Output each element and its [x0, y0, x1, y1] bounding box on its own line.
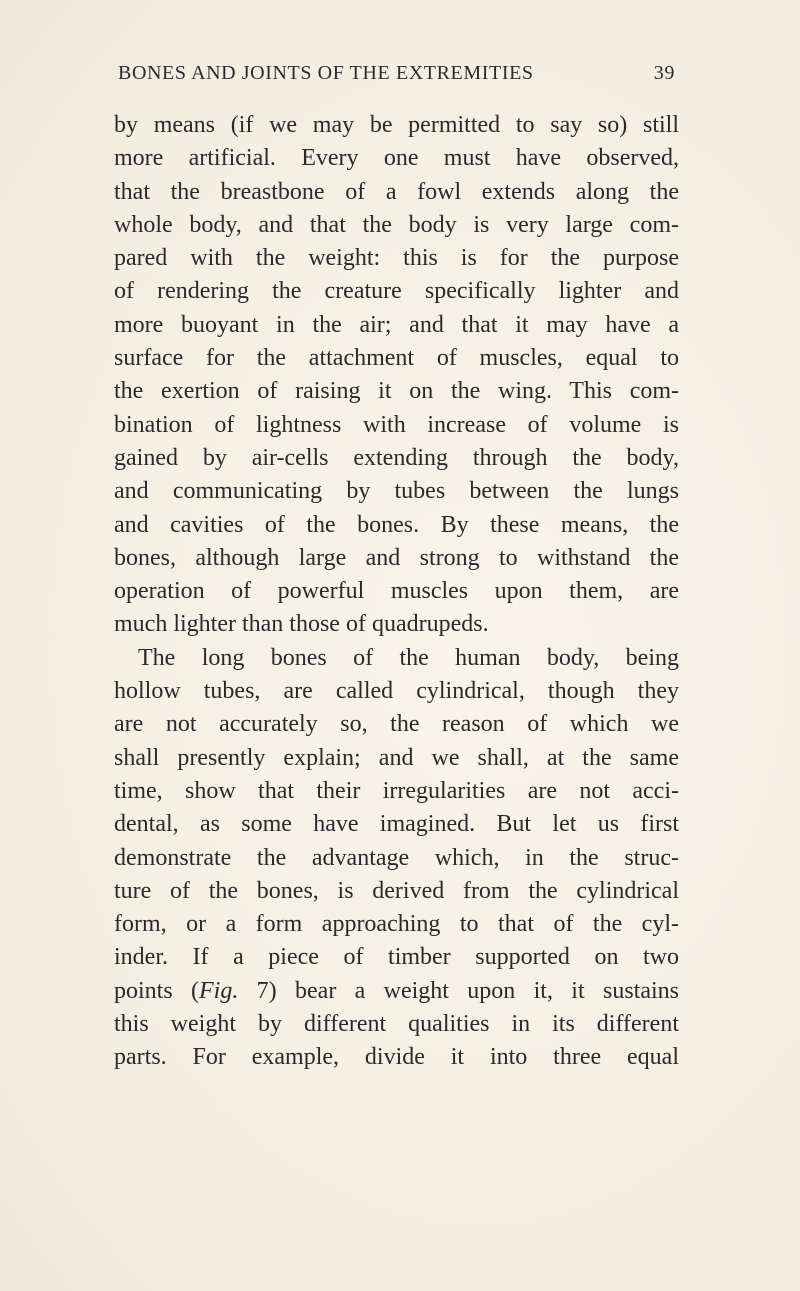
text-segment: points ( — [114, 977, 200, 1004]
text-line: and cavities of the bones. By these means, the — [114, 511, 679, 538]
text-line: The long bones of the human body, being — [138, 644, 679, 671]
text-line: pared with the weight: this is for the purpose — [114, 245, 679, 272]
text-line: that the breastbone of a fowl extends along the — [114, 178, 679, 205]
text-line: much lighter than those of quadrupeds. — [114, 611, 489, 638]
page-header — [118, 62, 675, 96]
text-line: gained by air-cells extending through the body, — [114, 444, 679, 471]
text-line: inder. If a piece of timber supported on two — [114, 944, 679, 971]
text-line: and communicating by tubes between the lungs — [114, 478, 679, 505]
text-line: of rendering the creature specifically lighter and — [114, 278, 679, 305]
body-text — [114, 109, 679, 1075]
text-line: bination of lightness with increase of volume is — [114, 411, 679, 438]
text-line: demonstrate the advantage which, in the struc- — [114, 844, 679, 871]
text-line: shall presently explain; and we shall, at the same — [114, 744, 679, 771]
text-line: ture of the bones, is derived from the cylindrical — [114, 877, 679, 904]
text-line: whole body, and that the body is very large com- — [114, 211, 679, 238]
text-line: operation of powerful muscles upon them, are — [114, 578, 679, 605]
text-line: bones, although large and strong to withstand the — [114, 544, 679, 571]
text-line: this weight by different qualities in its different — [114, 1011, 679, 1038]
text-line: parts. For example, divide it into three equal — [114, 1044, 679, 1071]
text-line-figure-ref — [114, 975, 679, 1008]
text-line: the exertion of raising it on the wing. This com- — [114, 378, 679, 405]
text-line: dental, as some have imagined. But let us first — [114, 811, 679, 838]
text-line: surface for the attachment of muscles, equal to — [114, 345, 679, 372]
text-line: are not accurately so, the reason of which we — [114, 711, 679, 738]
text-line: by means (if we may be permitted to say so) still — [114, 112, 679, 138]
text-segment: 7) bear a weight upon it, it sustains — [238, 977, 679, 1004]
page-number: 39 — [653, 62, 675, 84]
text-line: more artificial. Every one must have observed, — [114, 145, 679, 172]
text-line: hollow tubes, are called cylindrical, though they — [114, 678, 679, 705]
running-title: BONES AND JOINTS OF THE EXTREMITIES — [118, 62, 534, 84]
figure-reference: Fig. — [199, 977, 239, 1004]
text-line: time, show that their irregularities are not acci- — [114, 777, 679, 804]
text-line: more buoyant in the air; and that it may have a — [114, 311, 679, 338]
text-line: form, or a form approaching to that of the cyl- — [114, 911, 679, 938]
